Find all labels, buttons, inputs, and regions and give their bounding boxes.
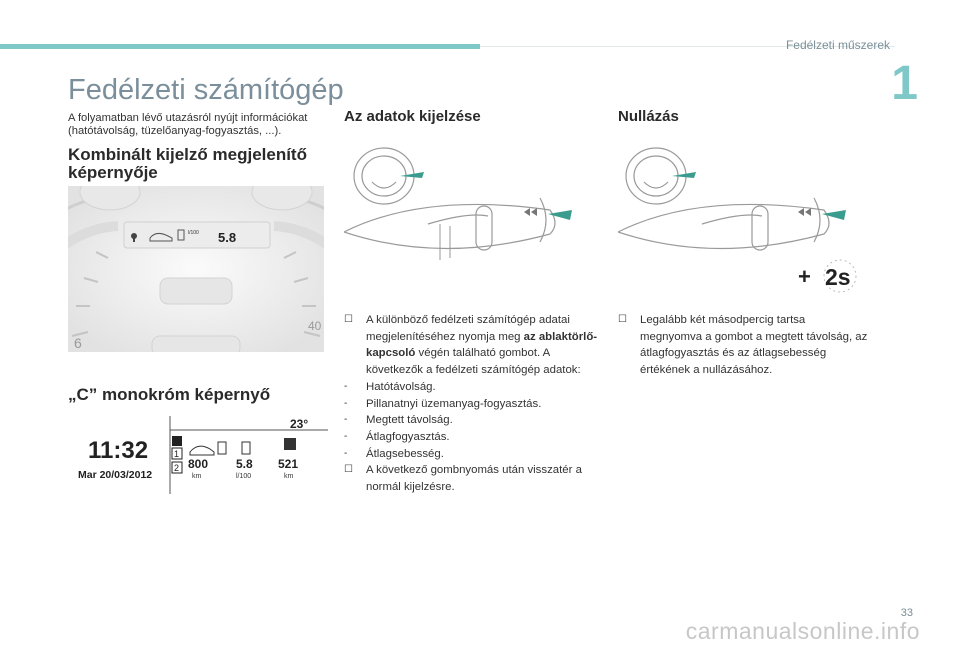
data-item: - Megtett távolság. [344, 414, 453, 427]
instruction-item: ☐ A különböző fedélzeti számítógép adatai megjelenítéséhez nyomja meg az ablaktörlő-kapcsoló végén található gombot. A következők a fedélzeti számítógép adatok: [344, 314, 598, 377]
instruction-item: ☐ A következő gombnyomás után visszatér a normál kijelzésre. [344, 464, 582, 494]
temperature: 23° [290, 417, 309, 431]
fuel-icon [218, 442, 226, 454]
reset-instructions [618, 312, 868, 379]
gauge-left-number: 6 [74, 335, 82, 351]
header-accent-bar [0, 44, 480, 49]
page-number: 33 [900, 607, 913, 619]
svg-text:km: km [192, 473, 202, 480]
plus-label: + [798, 264, 811, 289]
data-item: - Átlagsebesség. [344, 447, 444, 460]
value-distance: 521 [278, 457, 299, 471]
page-title: Fedélzeti számítógép [68, 74, 344, 106]
duration-label: 2s [825, 264, 851, 290]
tab-1: 1 [174, 449, 180, 459]
bullet-icon: ☐ [344, 314, 353, 325]
data-item: - Pillanatnyi üzemanyag-fogyasztás. [344, 397, 542, 410]
range-icon [190, 446, 214, 455]
bullet-icon: ☐ [344, 464, 353, 476]
trip-icon [242, 442, 250, 454]
instrument-cluster-illustration [68, 186, 324, 352]
flag-icon [284, 438, 296, 450]
clock-time: 11:32 [88, 437, 149, 464]
instruction-item: ☐ Legalább két másodpercig tartsa megnyomva a gombot a megtett távolság, az átlagfogyasztás és az átlagsebesség értékének a nullázásához. [618, 314, 868, 377]
monochrome-screen-illustration [68, 416, 332, 494]
value-range: 800 [188, 457, 209, 471]
date: Mar 20/03/2012 [78, 469, 153, 481]
display-value: 5.8 [218, 230, 237, 245]
watermark: carmanualsonline.info [685, 618, 920, 644]
monochrome-heading: „C” monokróm képernyő [68, 385, 271, 404]
combined-display-heading: Kombinált kijelző megjelenítő képernyője [68, 145, 307, 182]
chapter-number: 1 [891, 57, 918, 110]
car-icon [172, 436, 182, 446]
reset-heading: Nullázás [618, 108, 679, 125]
svg-text:l/100: l/100 [236, 473, 252, 480]
display-instructions [344, 312, 598, 496]
display-unit: l/100 [188, 230, 199, 236]
data-item: - Átlagfogyasztás. [344, 430, 450, 443]
data-item: - Hatótávolság. [344, 380, 436, 393]
display-heading: Az adatok kijelzése [344, 108, 481, 125]
gauge-right-number: 40 [308, 319, 322, 333]
hold-2s-indicator [796, 258, 866, 294]
bullet-icon: ☐ [618, 314, 627, 325]
section-title: Fedélzeti műszerek [785, 38, 890, 52]
intro-text: A folyamatban lévő utazásról nyújt információkat (hatótávolság, tüzelőanyag-fogyasztás, ...). [68, 112, 308, 137]
tab-2: 2 [174, 463, 180, 473]
value-consumption: 5.8 [236, 457, 253, 471]
wiper-stalk-illustration [344, 140, 588, 280]
svg-text:km: km [284, 473, 294, 480]
